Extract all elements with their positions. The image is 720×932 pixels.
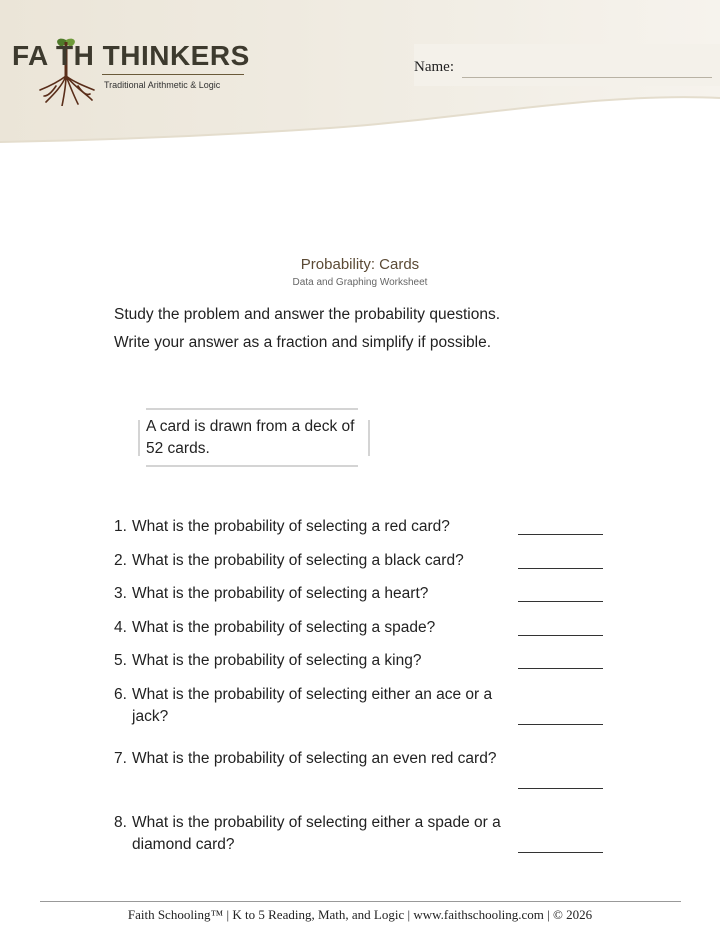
- answer-blank[interactable]: [518, 852, 603, 853]
- question-text: What is the probability of selecting either a spade or a diamond card?: [132, 814, 501, 853]
- footer-divider: [40, 901, 681, 902]
- brand-divider: [102, 74, 244, 75]
- question-text: What is the probability of selecting a red card?: [132, 518, 450, 535]
- answer-blank[interactable]: [518, 601, 603, 602]
- brand-tagline: Traditional Arithmetic & Logic: [104, 80, 221, 90]
- answer-blank[interactable]: [518, 788, 603, 789]
- question-number: 2.: [114, 552, 127, 569]
- problem-box: [138, 408, 370, 468]
- question-number: 6.: [114, 686, 127, 703]
- problem-box-border: [138, 420, 140, 456]
- worksheet-subtitle: Data and Graphing Worksheet: [292, 277, 428, 288]
- question-number: 8.: [114, 814, 127, 831]
- answer-blank[interactable]: [518, 534, 603, 535]
- answer-blank[interactable]: [518, 668, 603, 669]
- instruction-line: Study the problem and answer the probability questions.: [114, 306, 501, 323]
- answer-blank[interactable]: [518, 568, 603, 569]
- brand-logo: [6, 28, 250, 108]
- instruction-line: Write your answer as a fraction and simplify if possible.: [114, 334, 492, 351]
- question-number: 3.: [114, 585, 127, 602]
- question-number: 7.: [114, 750, 127, 767]
- answer-blank[interactable]: [518, 635, 603, 636]
- answer-blank[interactable]: [518, 724, 603, 725]
- problem-box-border: [368, 420, 370, 456]
- question-number: 1.: [114, 518, 127, 535]
- question-text: What is the probability of selecting a heart?: [132, 585, 429, 602]
- question-number: 5.: [114, 652, 127, 669]
- problem-box-border: [146, 465, 358, 467]
- brand-name: FA TH THINKERS: [12, 40, 250, 71]
- problem-text: A card is drawn from a deck of 52 cards.: [146, 418, 355, 457]
- name-label: Name:: [414, 59, 454, 75]
- question-text: What is the probability of selecting a king?: [132, 652, 422, 669]
- problem-box-border: [146, 408, 358, 410]
- question-text: What is the probability of selecting an even red card?: [132, 750, 497, 767]
- worksheet-title: Probability: Cards: [300, 256, 420, 273]
- name-field-line[interactable]: [462, 77, 712, 78]
- question-number: 4.: [114, 619, 127, 636]
- question-text: What is the probability of selecting a spade?: [132, 619, 436, 636]
- question-text: What is the probability of selecting a black card?: [132, 552, 464, 569]
- page-footer: Faith Schooling™ | K to 5 Reading, Math, and Logic | www.faithschooling.com | © 2026: [127, 907, 593, 922]
- question-text: What is the probability of selecting either an ace or a jack?: [132, 686, 493, 725]
